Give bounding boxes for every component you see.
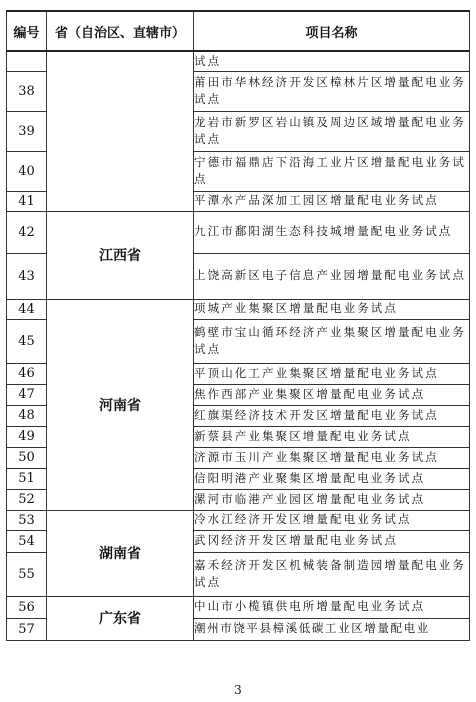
- project-name-cell: 武冈经济开发区增量配电业务试点: [194, 530, 470, 552]
- project-name-cell: 焦作西部产业集聚区增量配电业务试点: [194, 384, 470, 405]
- row-num-cell: 50: [7, 447, 47, 468]
- project-name-cell: 平潭水产品深加工园区增量配电业务试点: [194, 191, 470, 211]
- project-name-cell: 新蔡县产业集聚区增量配电业务试点: [194, 426, 470, 447]
- province-cell-hunan: 湖南省: [47, 510, 194, 596]
- project-name-cell: 试点: [194, 51, 470, 71]
- page-number: 3: [234, 683, 242, 697]
- project-name-cell: 冷水江经济开发区增量配电业务试点: [194, 510, 470, 530]
- row-num-cell: 39: [7, 111, 47, 151]
- project-name-cell: 信阳明港产业聚集区增量配电业务试点: [194, 468, 470, 489]
- row-num-cell: 48: [7, 405, 47, 426]
- row-num-cell: 53: [7, 510, 47, 530]
- project-name-cell: 济源市玉川产业集聚区增量配电业务试点: [194, 447, 470, 468]
- row-num-cell: 38: [7, 71, 47, 111]
- province-cell-henan: 河南省: [47, 299, 194, 510]
- project-name-cell: 鹤壁市宝山循环经济产业集聚区增量配电业务试点: [194, 319, 470, 363]
- row-num-cell: [7, 51, 47, 71]
- row-num-cell: 52: [7, 489, 47, 510]
- row-num-cell: 57: [7, 618, 47, 640]
- project-name-cell: 平顶山化工产业集聚区增量配电业务试点: [194, 363, 470, 384]
- header-project: 项目名称: [194, 11, 470, 51]
- table-row: [7, 211, 470, 253]
- project-name-cell: 莆田市华林经济开发区樟林片区增量配电业务试点: [194, 71, 470, 111]
- row-num-cell: 47: [7, 384, 47, 405]
- table-row-carryover: [7, 51, 470, 71]
- row-num-cell: 42: [7, 211, 47, 253]
- project-name-cell: 嘉禾经济开发区机械装备制造园增量配电业务试点: [194, 552, 470, 596]
- table-row: [7, 299, 470, 319]
- project-name-cell: 项城产业集聚区增量配电业务试点: [194, 299, 470, 319]
- row-num-cell: 46: [7, 363, 47, 384]
- table-header-row: [7, 11, 470, 51]
- project-name-cell: 九江市鄱阳湖生态科技城增量配电业务试点: [194, 211, 470, 253]
- table-row: [7, 510, 470, 530]
- province-cell-guangdong: 广东省: [47, 596, 194, 640]
- province-cell-blank: [47, 51, 194, 211]
- pilot-projects-table: [6, 10, 470, 641]
- project-name-cell: 红旗渠经济技术开发区增量配电业务试点: [194, 405, 470, 426]
- province-cell-jiangxi: 江西省: [47, 211, 194, 299]
- project-name-cell: 潮州市饶平县樟溪低碳工业区增量配电业: [194, 618, 470, 640]
- row-num-cell: 43: [7, 253, 47, 299]
- row-num-cell: 54: [7, 530, 47, 552]
- row-num-cell: 51: [7, 468, 47, 489]
- table-row: [7, 596, 470, 618]
- row-num-cell: 56: [7, 596, 47, 618]
- row-num-cell: 45: [7, 319, 47, 363]
- project-name-cell: 漯河市临港产业园区增量配电业务试点: [194, 489, 470, 510]
- row-num-cell: 40: [7, 151, 47, 191]
- project-name-cell: 上饶高新区电子信息产业园增量配电业务试点: [194, 253, 470, 299]
- header-province: 省（自治区、直辖市）: [47, 11, 194, 51]
- row-num-cell: 41: [7, 191, 47, 211]
- project-name-cell: 龙岩市新罗区岩山镇及周边区域增量配电业务试点: [194, 111, 470, 151]
- row-num-cell: 49: [7, 426, 47, 447]
- header-num: 编号: [7, 11, 47, 51]
- project-name-cell: 中山市小榄镇供电所增量配电业务试点: [194, 596, 470, 618]
- row-num-cell: 55: [7, 552, 47, 596]
- project-name-cell: 宁德市福鼎店下沿海工业片区增量配电业务试点: [194, 151, 470, 191]
- row-num-cell: 44: [7, 299, 47, 319]
